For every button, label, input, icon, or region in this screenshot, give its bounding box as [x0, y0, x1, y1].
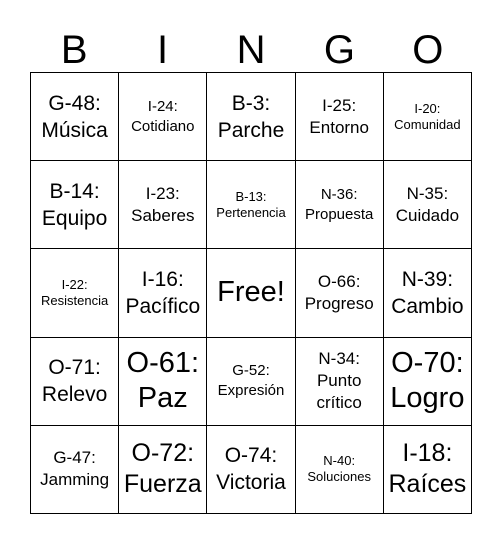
- bingo-cell[interactable]: I-16: Pacífico: [119, 249, 207, 337]
- bingo-cell[interactable]: I-25: Entorno: [296, 73, 384, 161]
- bingo-cell[interactable]: O-74: Victoria: [207, 426, 295, 514]
- bingo-cell[interactable]: I-20: Comunidad: [384, 73, 472, 161]
- bingo-cell[interactable]: N-40: Soluciones: [296, 426, 384, 514]
- header-letter-n: N: [236, 28, 266, 72]
- bingo-cell[interactable]: O-61: Paz: [119, 338, 207, 426]
- header-letter-i: I: [157, 28, 169, 72]
- bingo-cell[interactable]: G-48: Música: [31, 73, 119, 161]
- bingo-cell[interactable]: B-3: Parche: [207, 73, 295, 161]
- free-space-cell[interactable]: Free!: [207, 249, 295, 337]
- bingo-cell[interactable]: O-72: Fuerza: [119, 426, 207, 514]
- bingo-cell[interactable]: B-13: Pertenencia: [207, 161, 295, 249]
- bingo-cell[interactable]: I-24: Cotidiano: [119, 73, 207, 161]
- bingo-cell[interactable]: I-22: Resistencia: [31, 249, 119, 337]
- header-letter-g: G: [323, 28, 355, 72]
- bingo-cell[interactable]: N-34: Punto crítico: [296, 338, 384, 426]
- bingo-cell[interactable]: I-23: Saberes: [119, 161, 207, 249]
- header-letter-o: O: [412, 28, 444, 72]
- bingo-cell[interactable]: B-14: Equipo: [31, 161, 119, 249]
- bingo-cell[interactable]: N-36: Propuesta: [296, 161, 384, 249]
- bingo-cell[interactable]: N-35: Cuidado: [384, 161, 472, 249]
- bingo-cell[interactable]: O-71: Relevo: [31, 338, 119, 426]
- bingo-header: [30, 28, 472, 72]
- bingo-cell[interactable]: I-18: Raíces: [384, 426, 472, 514]
- bingo-cell[interactable]: G-52: Expresión: [207, 338, 295, 426]
- header-letter-b: B: [60, 28, 88, 72]
- bingo-cell[interactable]: N-39: Cambio: [384, 249, 472, 337]
- bingo-cell[interactable]: O-66: Progreso: [296, 249, 384, 337]
- bingo-grid: [30, 72, 472, 514]
- bingo-cell[interactable]: G-47: Jamming: [31, 426, 119, 514]
- bingo-cell[interactable]: O-70: Logro: [384, 338, 472, 426]
